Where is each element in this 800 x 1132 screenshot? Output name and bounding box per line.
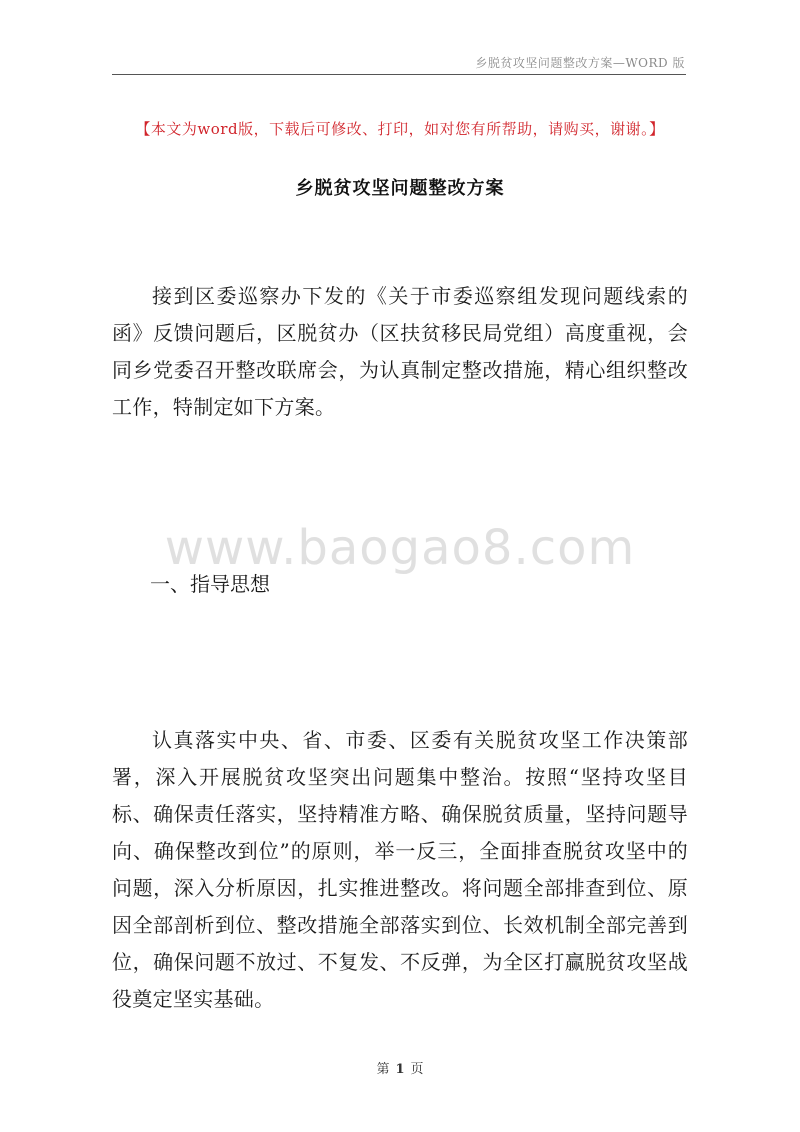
page-suffix: 页: [410, 1062, 424, 1077]
running-header: 乡脱贫攻坚问题整改方案—WORD 版: [475, 56, 685, 70]
purchase-notice: 【本文为word版，下载后可修改、打印，如对您有所帮助，请购买，谢谢。】: [135, 120, 665, 138]
guiding-paragraph: 认真落实中央、省、市委、区委有关脱贫攻坚工作决策部署，深入开展脱贫攻坚突出问题集中整治。按照“坚持攻坚目标、确保责任落实，坚持精准方略、确保脱贫质量，坚持问题导向、确保整改到位”的原则，举一反三，全面排查脱贫攻坚中的问题，深入分析原因，扎实推进整改。将问题全部排查到位、原因全部剖析到位、整改措施全部落实到位、长效机制全部完善到位，确保问题不放过、不复发、不反弹，为全区打赢脱贫攻坚战役奠定坚实基础。: [112, 728, 688, 1011]
page-number: 1: [395, 1062, 405, 1077]
page-prefix: 第: [376, 1062, 390, 1077]
document-title: 乡脱贫攻坚问题整改方案: [295, 178, 505, 199]
intro-paragraph: 接到区委巡察办下发的《关于市委巡察组发现问题线索的函》反馈问题后，区脱贫办（区扶贫移民局党组）高度重视，会同乡党委召开整改联席会，为认真制定整改措施，精心组织整改工作，特制定如下方案。: [112, 284, 688, 419]
section-heading: 一、指导思想: [150, 572, 270, 596]
header-rule: [112, 74, 686, 75]
watermark: www.baogao8.com: [164, 520, 636, 576]
page-footer: [0, 1058, 800, 1077]
